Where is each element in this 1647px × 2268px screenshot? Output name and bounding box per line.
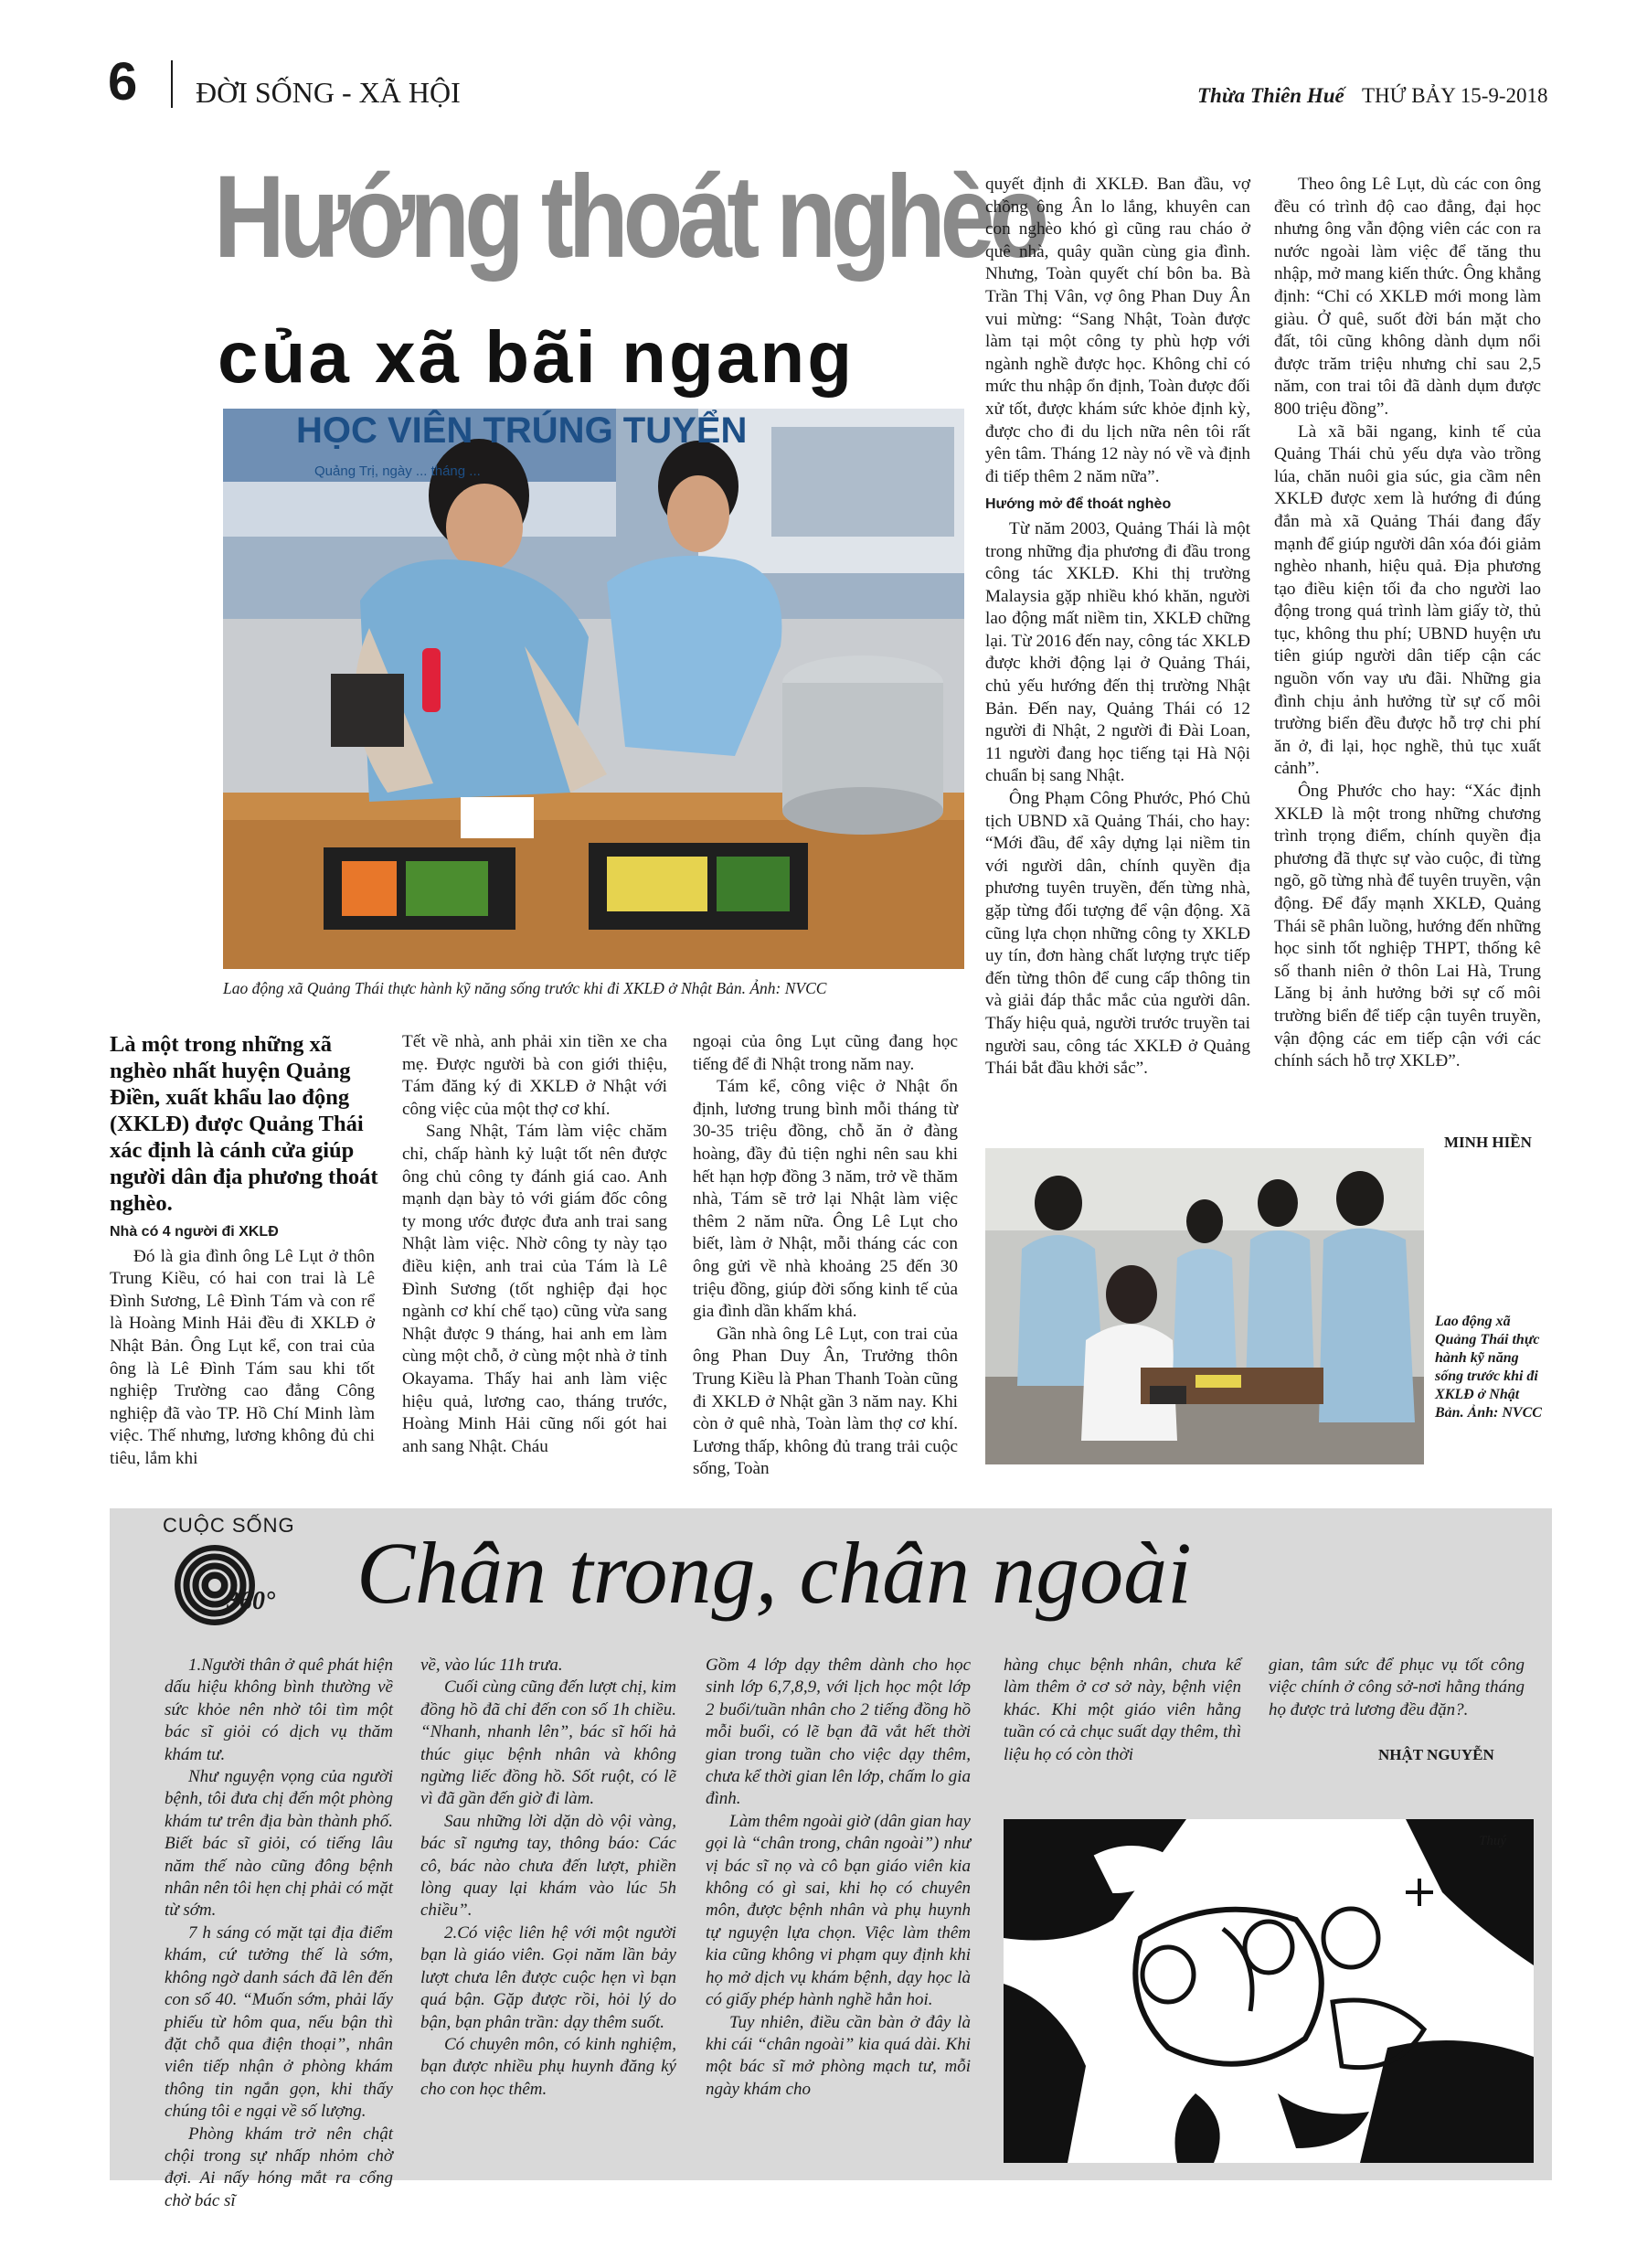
subhead-family: Nhà có 4 người đi XKLĐ <box>110 1224 279 1240</box>
column-illustration <box>1004 1819 1534 2163</box>
article1-author: MINH HIỀN <box>1444 1134 1532 1151</box>
second-photo <box>985 1148 1424 1464</box>
photo-classroom-scene <box>985 1148 1424 1464</box>
paragraph: Như nguyện vọng của người bệnh, tôi đưa chị đến một phòng khám tư trên địa bàn thành phố. Biết bác sĩ giỏi, có tiếng lâu năm thế nào cũng đông bệnh nhân nên tôi hẹn chị phải có mặt từ sớm. <box>165 1767 393 1921</box>
illustration-signature: Thuý <box>1479 1834 1506 1848</box>
article2-author: NHẬT NGUYỄN <box>1378 1746 1494 1763</box>
paragraph: Ông Phước cho hay: “Xác định XKLĐ là một trong những chương trình trọng điểm, chính quyền địa phương đã thực sự vào cuộc, đi từng ngõ, gõ từng nhà để tuyên truyền, vận động. Để đẩy mạnh XKLĐ, Quảng Thái sẽ phân luồng, hướng đến những học sinh tốt nghiệp THPT, thống kê số thanh niên ở thôn Lai Hà, Trung Lăng bị ảnh hưởng bởi sự cố môi trường biển để tiếp cận tuyên truyền, vận động các em tiếp cận với các chính sách hỗ trợ XKLĐ”. <box>1274 782 1541 1071</box>
paragraph: 7 h sáng có mặt tại địa điểm khám, cứ tưởng thế là sớm, không ngờ danh sách đã lên đến con số 40. “Muốn sớm, phải lấy phiếu từ hôm qua, nếu bận thì đặt chỗ qua điện thoại”, nhân viên tiếp nhận ở phòng khám thông tin ngắn gọn, khi thấy chúng tôi e ngại về số lượng. <box>165 1922 393 2122</box>
article1-column3 <box>693 1031 958 1481</box>
newspaper-name: Thừa Thiên Huế <box>1197 84 1344 107</box>
photo-banner-text: HỌC VIÊN TRÚNG TUYỂN <box>296 410 748 451</box>
paragraph: gian, tâm sức để phục vụ tốt công việc chính ở công sở-nơi hằng tháng họ được trả lương đều đặn?. <box>1269 1656 1525 1720</box>
logo-text: CUỘC SỐNG <box>163 1514 295 1537</box>
photo2-caption: Lao động xã Quảng Thái thực hành kỹ năng sống trước khi đi XKLĐ ở Nhật Bản. Ảnh: NVCC <box>1435 1314 1542 1421</box>
paragraph: Làm thêm ngoài giờ (dân gian hay gọi là “chân trong, chân ngoài”) như vị bác sĩ nọ và cô bạn giáo viên kia không có gì sai, khi họ có chuyên môn, được bệnh nhân và phụ huynh tự nguyện lựa chọn. Việc làm thêm kia cũng không vi phạm quy định khi họ mở dịch vụ khám bệnh, dạy học là có giấy phép hành nghề hẳn hoi. <box>706 1811 971 2010</box>
paragraph: Có chuyên môn, có kinh nghiệm, bạn được nhiều phụ huynh đăng ký cho con học thêm. <box>420 2034 676 2099</box>
paragraph: Đó là gia đình ông Lê Lụt ở thôn Trung Kiều, có hai con trai là Lê Đình Sương, Lê Đình Tám và con rể là Hoàng Minh Hải đều đi XKLĐ ở Nhật Bản. Ông Lụt kể, con trai của ông là Lê Đình Tám sau khi tốt nghiệp Trường cao đẳng Công nghiệp đã vào TP. Hồ Chí Minh làm việc. Thế nhưng, lương không đủ chi tiêu, lắm khi <box>110 1246 375 1468</box>
paragraph: Từ năm 2003, Quảng Thái là một trong những địa phương đi đầu trong công tác XKLĐ. Khi thị trường Malaysia gặp nhiều khó khăn, người lao động mất niềm tin, XKLĐ chững lại. Từ 2016 đến nay, công tác XKLĐ được khởi động lại ở Quảng Thái, chủ yếu hướng đến thị trường Nhật Bản. Đến nay, Quảng Thái có 12 người đi Nhật, 2 người đi Đài Loan, 11 người đang học tiếng tại Hà Nội chuẩn bị sang Nhật. <box>985 518 1250 786</box>
article1-column5 <box>1274 174 1541 1073</box>
logo-number: 360° <box>227 1587 276 1615</box>
article1-column1 <box>110 1216 375 1471</box>
article2-column4 <box>1004 1655 1241 1766</box>
article2-column1 <box>165 1655 393 2212</box>
paragraph: Ông Phạm Công Phước, Phó Chủ tịch UBND xã Quảng Thái, cho hay: “Mới đầu, để xây dựng lại niềm tin với người dân, chính quyền địa phương tuyên truyền, đến từng nhà, gặp từng đối tượng để vận động. Xã cũng lựa chọn những công ty XKLĐ uy tín, đơn hàng chất lượng trực tiếp đến từng thôn để cung cấp thông tin và giải đáp thắc mắc của người dân. Thấy hiệu quả, người trước truyền tai người sau, công tác XKLĐ ở Quảng Thái bắt đầu khởi sắc”. <box>985 789 1250 1079</box>
issue-date: THỨ BẢY 15-9-2018 <box>1362 84 1548 107</box>
paragraph: Gần nhà ông Lê Lụt, con trai của ông Phan Duy Ân, Trưởng thôn Trung Kiều là Phan Thanh Toàn cũng đi XKLĐ ở Nhật gần 3 năm nay. Khi còn ở quê nhà, Toàn làm thợ cơ khí. Lương thấp, không đủ trang trải cuộc sống, Toàn <box>693 1324 958 1479</box>
paragraph: Là xã bãi ngang, kinh tế của Quảng Thái chủ yếu dựa vào trồng lúa, chăn nuôi gia súc, gia cầm nên XKLĐ được xem là hướng đi đúng đắn mà xã Quảng Thái đang đẩy mạnh để giúp người dân xóa đói giảm nghèo nhanh, hiệu quả. Địa phương tạo điều kiện tối đa cho người lao động trong quá trình làm giấy tờ, thủ tục, không thu phí; UBND huyện ưu tiên giúp người dân tiếp cận các nguồn vốn vay ưu đãi. Những gia đình chịu ảnh hưởng từ sự cố môi trường biển đều được hỗ trợ chi phí ăn ở, đi lại, học nghề, thủ tục xuất cảnh”. <box>1274 421 1541 779</box>
paragraph: Sau những lời dặn dò vội vàng, bác sĩ ngưng tay, thông báo: Các cô, bác nào chưa đến lượt, phiền lòng quay lại khám vào lúc 5h chiều”. <box>420 1811 676 1921</box>
page-number: 6 <box>108 52 138 112</box>
paragraph: hàng chục bệnh nhân, chưa kể làm thêm ở cơ sở này, bệnh viện khác. Khi một giáo viên hằng tuần có cả chục suất dạy thêm, thì liệu họ có còn thời <box>1004 1656 1241 1764</box>
column-title: Chân trong, chân ngoài <box>356 1524 1192 1622</box>
article2-column5 <box>1269 1655 1525 1721</box>
paragraph: 2.Có việc liên hệ với một người bạn là giáo viên. Gọi năm lần bảy lượt chưa lên được cuộc hẹn vì bạn quá bận. Gặp được rồi, hỏi lý do bận, bạn phân trần: dạy thêm suốt. <box>420 1922 676 2032</box>
header-divider <box>171 60 173 108</box>
paragraph: Phòng khám trở nên chật chội trong sự nhấp nhỏm chờ đợi. Ai nấy hóng mắt ra cổng chờ bác sĩ <box>165 2124 393 2210</box>
headline-line1: Hướng thoát nghèo <box>214 152 1045 282</box>
paragraph: ngoại của ông Lụt cũng đang học tiếng để đi Nhật trong năm nay. <box>693 1032 958 1074</box>
paragraph: Tám kể, công việc ở Nhật ổn định, lương trung bình mỗi tháng từ 30-35 triệu đồng, chỗ ăn ở đàng hoàng, đầy đủ tiện nghi nên sau khi hết hạn hợp đồng 3 năm, trở về thăm nhà, Tám sẽ trở lại Nhật làm việc thêm 2 năm nữa. Ông Lê Lụt cho biết, làm ở Nhật, mỗi tháng các con ông gửi về nhà khoảng 25 đến 30 triệu đồng, giúp đời sống kinh tế của gia đình dần khấm khá. <box>693 1077 958 1322</box>
illustration-doctor-teacher <box>1004 1819 1534 2163</box>
article2-column3 <box>706 1655 971 2101</box>
photo1-caption: Lao động xã Quảng Thái thực hành kỹ năng sống trước khi đi XKLĐ ở Nhật Bản. Ảnh: NVCC <box>223 979 827 997</box>
photo-banner-subtext: Quảng Trị, ngày ... tháng ... <box>314 463 481 479</box>
paragraph: quyết định đi XKLĐ. Ban đầu, vợ chồng ông Ân lo lắng, khuyên can con nghèo khó gì cũng rau cháo ở quê nhà, quây quần cùng gia đình. Nhưng, Toàn quyết chí bôn ba. Bà Trần Thị Vân, vợ ông Phan Duy Ân vui mừng: “Sang Nhật, Toàn được làm tại một công ty phù hợp với ngành nghề được học. Không chỉ có mức thu nhập ổn định, Toàn được đối xử tốt, được khám sức khỏe định kỳ, được cho đi du lịch nữa nên tôi rất yên tâm. Tháng 12 này nó về và định đi tiếp thêm 2 năm nữa”. <box>985 175 1250 486</box>
headline-line2: của xã bãi ngang <box>218 316 855 398</box>
paragraph: 1.Người thân ở quê phát hiện dấu hiệu không bình thường về sức khỏe nên nhờ tôi tìm một bác sĩ giỏi có dịch vụ thăm khám tư. <box>165 1656 393 1764</box>
paragraph: Theo ông Lê Lụt, dù các con ông đều có trình độ cao đẳng, đại học nhưng ông vẫn động viên các con ra nước ngoài làm việc để tăng thu nhập, mở mang kiến thức. Ông khẳng định: “Chỉ có XKLĐ mới mong làm giàu. Ở quê, suốt đời bán mặt cho đất, tôi cũng không dành dụm nổi được trăm triệu nhưng chỉ sau 2,5 năm, con trai tôi đã dành dụm được 800 triệu đồng”. <box>1274 175 1541 419</box>
subhead-way-out: Hướng mở để thoát nghèo <box>985 496 1172 513</box>
paragraph: Tuy nhiên, điều cần bàn ở đây là khi cái “chân ngoài” kia quá dài. Khi một bác sĩ mở phòng mạch tư, mỗi ngày khám cho <box>706 2012 971 2099</box>
cuoc-song-360-logo <box>155 1514 295 1633</box>
article2-column2 <box>420 1655 676 2101</box>
lead-paragraph: Là một trong những xã nghèo nhất huyện Quảng Điền, xuất khẩu lao động (XKLĐ) được Quảng Thái xác định là cánh cửa giúp người dân địa phương thoát nghèo. <box>110 1032 378 1216</box>
main-photo <box>223 409 964 969</box>
paragraph: Cuối cùng cũng đến lượt chị, kim đồng hồ đã chỉ đến con số 1h chiều. “Nhanh, nhanh lên”, bác sĩ hối hả thúc giục bệnh nhân và không ngừng liếc đồng hồ. Sốt ruột, có lẽ vì đã gần đến giờ đi làm. <box>420 1677 676 1809</box>
article1-column2 <box>402 1031 667 1458</box>
section-title: ĐỜI SỐNG - XÃ HỘI <box>196 76 461 109</box>
article1-column4 <box>985 174 1250 1081</box>
paragraph: Gồm 4 lớp dạy thêm dành cho học sinh lớp 6,7,8,9, với lịch học một lớp 2 buổi/tuần nhân cho 2 tiếng đồng hồ mỗi buổi, có lẽ bạn đã vắt hết thời gian trong tuần cho việc dạy thêm, chưa kể thời gian lên lớp, chấm lo gia đình. <box>706 1656 971 1809</box>
photo-cooking-scene <box>223 409 964 969</box>
paragraph: Sang Nhật, Tám làm việc chăm chỉ, chấp hành kỷ luật tốt nên được ông chủ công ty đánh giá cao. Anh mạnh dạn bày tỏ với giám đốc công ty mong ước được đưa anh trai sang Nhật làm việc. Nhờ công ty này tạo điều kiện, anh trai của Tám là Lê Đình Sương (tốt nghiệp đại học ngành cơ khí chế tạo) cũng vừa sang Nhật được 9 tháng, hai anh em làm cùng một chỗ, ở cùng một nhà ở tỉnh Okayama. Thấy hai anh làm việc hiệu quả, lương cao, tháng trước, Hoàng Minh Hải cũng nối gót hai anh sang Nhật. Cháu <box>402 1122 667 1456</box>
paragraph: về, vào lúc 11h trưa. <box>420 1656 563 1675</box>
paragraph: Tết về nhà, anh phải xin tiền xe cha mẹ. Được người bà con giới thiệu, Tám đăng ký đi XKLĐ ở Nhật với công việc của một thợ cơ khí. <box>402 1032 667 1119</box>
